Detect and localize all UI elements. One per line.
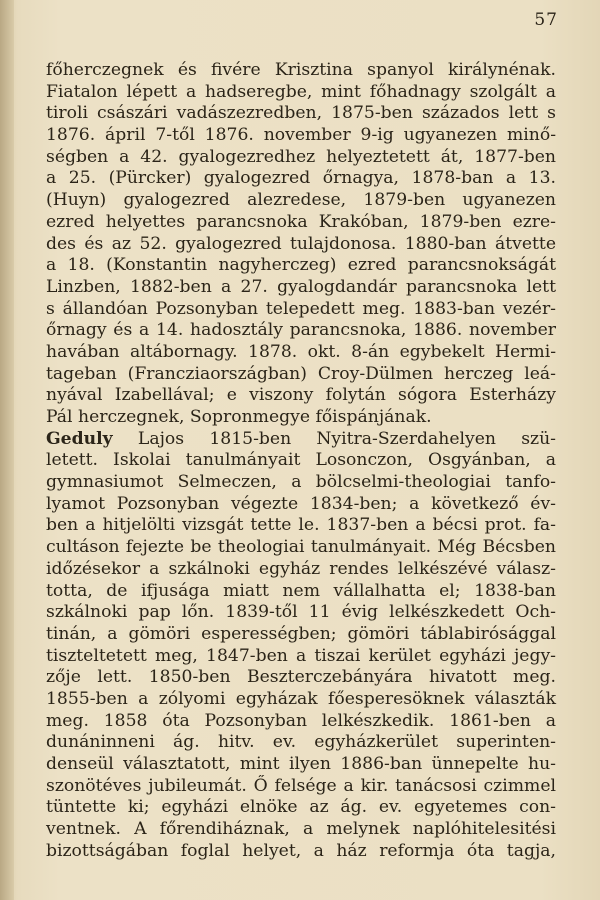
text-line: Pál herczegnek, Sopronmegye főispánjának. [46,407,432,427]
text-line [46,429,556,451]
text-line: zője lett. 1850-ben Beszterczebányára hivatott meg. [46,667,556,688]
text-line: ben a hitjelölti vizsgát tette le. 1837-ben a bécsi prot. fa- [46,515,556,536]
page-spine [0,0,14,900]
text-line: gymnasiumot Selmeczen, a bölcselmi-theologiai tanfo- [46,472,556,493]
text-line: dunáninneni ág. hitv. ev. egyházkerület superinten- [46,732,556,753]
text-line: nyával Izabellával; e viszony folytán sógora Esterházy [46,385,556,406]
text-line: havában altábornagy. 1878. okt. 8-án egybekelt Hermi- [46,341,556,362]
text-line: ventnek. A főrendiháznak, a melynek naplóhitelesitési [46,819,556,840]
text-line: letett. Iskolai tanulmányait Losonczon, Osgyánban, a [46,450,556,471]
body-text [46,60,556,862]
text-line: des és az 52. gyalogezred tulajdonosa. 1880-ban átvette [46,233,556,254]
text-line: 1876. ápril 7-től 1876. november 9-ig ugyanezen minő- [46,125,556,146]
text-line: bizottságában foglal helyet, a ház reformja óta tagja, [46,840,556,861]
text-line: Linzben, 1882-ben a 27. gyalogdandár parancsnoka lett [46,276,556,297]
text-line: tinán, a gömöri esperességben; gömöri táblabirósággal [46,623,556,644]
text-line: szonötéves jubileumát. Ő felsége a kir. tanácsosi czimmel [46,775,556,796]
text-line: (Huyn) gyalogezred alezredese, 1879-ben ugyanezen [46,190,556,211]
text-line: ezred helyettes parancsnoka Krakóban, 1879-ben ezre- [46,211,556,232]
page-number: 57 [534,10,558,30]
text-line: tüntette ki; egyházi elnöke az ág. ev. egyetemes con- [46,797,556,818]
text-line: őrnagy és a 14. hadosztály parancsnoka, 1886. november [46,320,556,341]
entry-first-line: Lajos 1815-ben Nyitra-Szerdahelyen szü- [112,428,556,449]
text-line: 1855-ben a zólyomi egyházak főesperesöknek választák [46,688,556,709]
text-line: a 25. (Pürcker) gyalogezred őrnagya, 1878-ban a 13. [46,168,556,189]
text-line: a 18. (Konstantin nagyherczeg) ezred parancsnokságát [46,255,556,276]
text-line: Fiatalon lépett a hadseregbe, mint főhadnagy szolgált a [46,81,556,102]
text-line: s állandóan Pozsonyban telepedett meg. 1883-ban vezér- [46,298,556,319]
entry-headword: Geduly [46,428,113,449]
text-line: denseül választatott, mint ilyen 1886-ban ünnepelte hu- [46,754,556,774]
text-line: ségben a 42. gyalogezredhez helyeztetett át, 1877-ben [46,146,556,167]
text-line: meg. 1858 óta Pozsonyban lelkészkedik. 1861-ben a [46,710,556,731]
text-line: lyamot Pozsonyban végezte 1834-ben; a következő év- [46,493,556,514]
text-line: tageban (Francziaországban) Croy-Dülmen herczeg leá- [46,363,556,384]
text-line: tiszteltetett meg, 1847-ben a tiszai kerület egyházi jegy- [46,645,556,666]
text-line: tiroli császári vadászezredben, 1875-ben százados lett s [46,103,556,124]
text-line: időzésekor a szkálnoki egyház rendes lelkészévé válasz- [46,558,556,579]
text-line: totta, de ifjusága miatt nem vállalhatta el; 1838-ban [46,580,556,601]
text-line: szkálnoki pap lőn. 1839-től 11 évig lelkészkedett Och- [46,602,556,623]
text-line: főherczegnek és fivére Krisztina spanyol királynénak. [46,60,556,80]
text-line: cultáson fejezte be theologiai tanulmányait. Még Bécsben [46,537,556,558]
